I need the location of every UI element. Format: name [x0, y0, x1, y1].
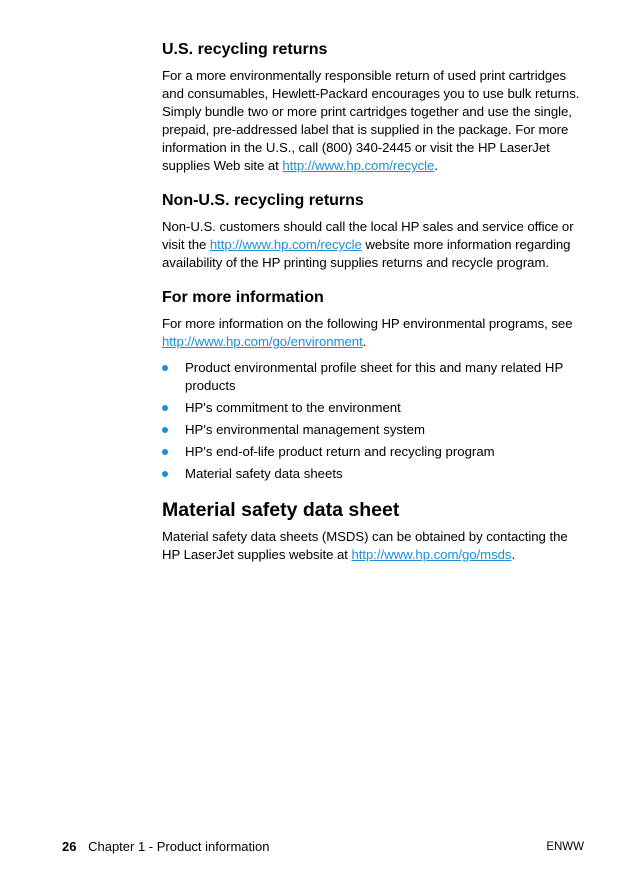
list-item: [162, 359, 582, 395]
non-us-recycling-heading: Non-U.S. recycling returns: [162, 192, 364, 209]
chapter-title: Chapter 1 - Product information: [88, 839, 270, 854]
page-number: 26: [62, 839, 77, 854]
hp-recycle-link[interactable]: http://www.hp.com/recycle: [282, 158, 435, 173]
us-recycling-heading: U.S. recycling returns: [162, 41, 328, 58]
non-us-recycling-text: Non-U.S. customers should call the local HP sales and service office or visit the: [162, 219, 574, 252]
msds-text-end: .: [511, 547, 516, 562]
more-info-heading: For more information: [162, 289, 324, 306]
more-info-text: For more information on the following HP environmental programs, see: [162, 316, 573, 331]
bullet-icon: [162, 449, 168, 455]
list-item: [162, 399, 582, 417]
bullet-icon: [162, 471, 168, 477]
non-us-recycling-paragraph: [162, 218, 582, 272]
hp-environment-link[interactable]: http://www.hp.com/go/environment: [162, 334, 363, 349]
non-us-recycling-section: [162, 191, 582, 272]
us-recycling-section: [162, 40, 582, 175]
bullet-icon: [162, 405, 168, 411]
us-recycling-paragraph: [162, 67, 582, 175]
environmental-programs-list: [162, 359, 582, 483]
hp-recycle-link-2[interactable]: http://www.hp.com/recycle: [209, 237, 362, 252]
bullet-icon: [162, 365, 168, 371]
bullet-icon: [162, 427, 168, 433]
msds-heading: Material safety data sheet: [162, 499, 400, 521]
list-item-text: Product environmental profile sheet for this and many related HP products: [185, 360, 564, 393]
msds-section: [162, 498, 582, 564]
list-item-text: HP's commitment to the environment: [185, 400, 401, 415]
us-recycling-text: For a more environmentally responsible return of used print cartridges and consumables, Hewlett-Packard encourages you to use bulk returns. Simply bundle two or more print cartridges together and use the single, prepaid, pre-addressed label that is supplied in the package. For more information in the U.S., call (800) 340-2445 or visit the HP LaserJet supplies Web site at: [162, 68, 580, 173]
more-info-paragraph: [162, 315, 582, 351]
list-item-text: Material safety data sheets: [185, 466, 343, 481]
msds-paragraph: [162, 528, 582, 564]
hp-msds-link[interactable]: http://www.hp.com/go/msds: [351, 547, 512, 562]
more-info-text-end: .: [362, 334, 367, 349]
list-item: [162, 465, 582, 483]
msds-text: Material safety data sheets (MSDS) can be obtained by contacting the HP LaserJet supplies website at: [162, 529, 568, 562]
non-us-recycling-text-end: website more information regarding availability of the HP printing supplies returns and recycle program.: [162, 237, 571, 270]
list-item: [162, 421, 582, 439]
list-item-text: HP's environmental management system: [185, 422, 425, 437]
us-recycling-text-end: .: [434, 158, 438, 173]
page-footer: [62, 838, 584, 856]
list-item-text: HP's end-of-life product return and recycling program: [185, 444, 495, 459]
page-content: [162, 40, 582, 564]
list-item: [162, 443, 582, 461]
footer-right-label: ENWW: [546, 841, 584, 853]
more-info-section: [162, 288, 582, 483]
